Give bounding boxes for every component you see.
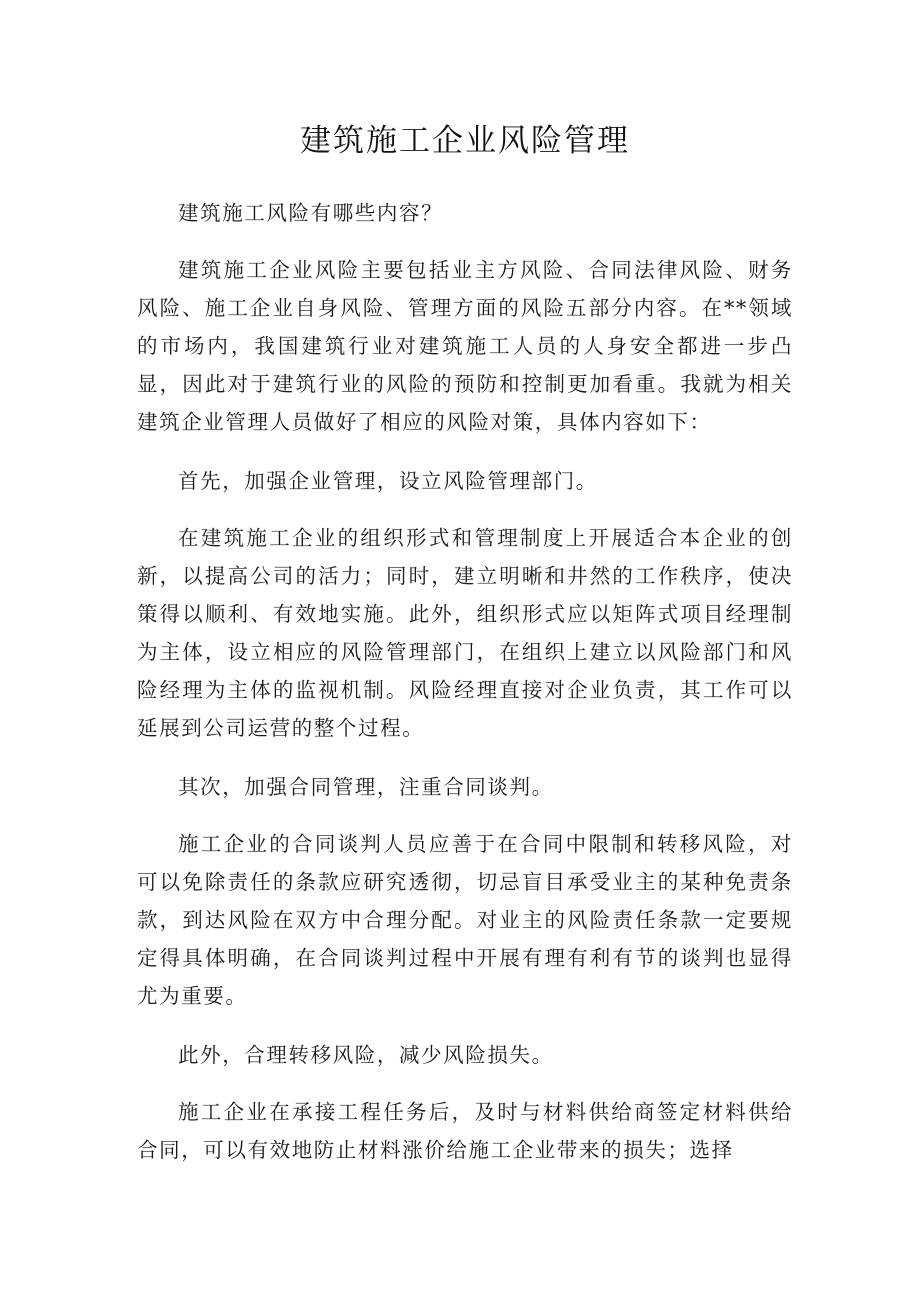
body-paragraph-contract: 施工企业的合同谈判人员应善于在合同中限制和转移风险，对可以免除责任的条款应研究透彻，切忌盲目承受业主的某种免责条款，到达风险在双方中合理分配。对业主的风险责任条款一定要规定得具体明确，在合同谈判过程中开展有理有利有节的谈判也显得尤为重要。 <box>137 832 793 1008</box>
section-heading-second: 其次，加强合同管理，注重合同谈判。 <box>178 775 554 799</box>
body-paragraph-management: 在建筑施工企业的组织形式和管理制度上开展适合本企业的创新，以提高公司的活力；同时，建立明晰和井然的工作秩序，使决策得以顺利、有效地实施。此外，组织形式应以矩阵式项目经理制为主体，设立相应的风险管理部门，在组织上建立以风险部门和风险经理为主体的监视机制。风险经理直接对企业负责，其工作可以延展到公司运营的整个过程。 <box>137 526 793 740</box>
intro-paragraph: 建筑施工企业风险主要包括业主方风险、合同法律风险、财务风险、施工企业自身风险、管理方面的风险五部分内容。在**领域的市场内，我国建筑行业对建筑施工人员的人身安全都进一步凸显，因此对于建筑行业的风险的预防和控制更加看重。我就为相关建筑企业管理人员做好了相应的风险对策，具体内容如下： <box>137 258 793 434</box>
document-page <box>137 112 793 1190</box>
section-heading-first: 首先，加强企业管理，设立风险管理部门。 <box>178 469 598 493</box>
document-title: 建筑施工企业风险管理 <box>300 123 630 159</box>
question-heading: 建筑施工风险有哪些内容？ <box>178 201 444 225</box>
body-paragraph-transfer: 施工企业在承接工程任务后，及时与材料供给商签定材料供给合同，可以有效地防止材料涨价给施工企业带来的损失；选择 <box>137 1100 793 1162</box>
section-heading-third: 此外，合理转移风险，减少风险损失。 <box>178 1043 554 1067</box>
